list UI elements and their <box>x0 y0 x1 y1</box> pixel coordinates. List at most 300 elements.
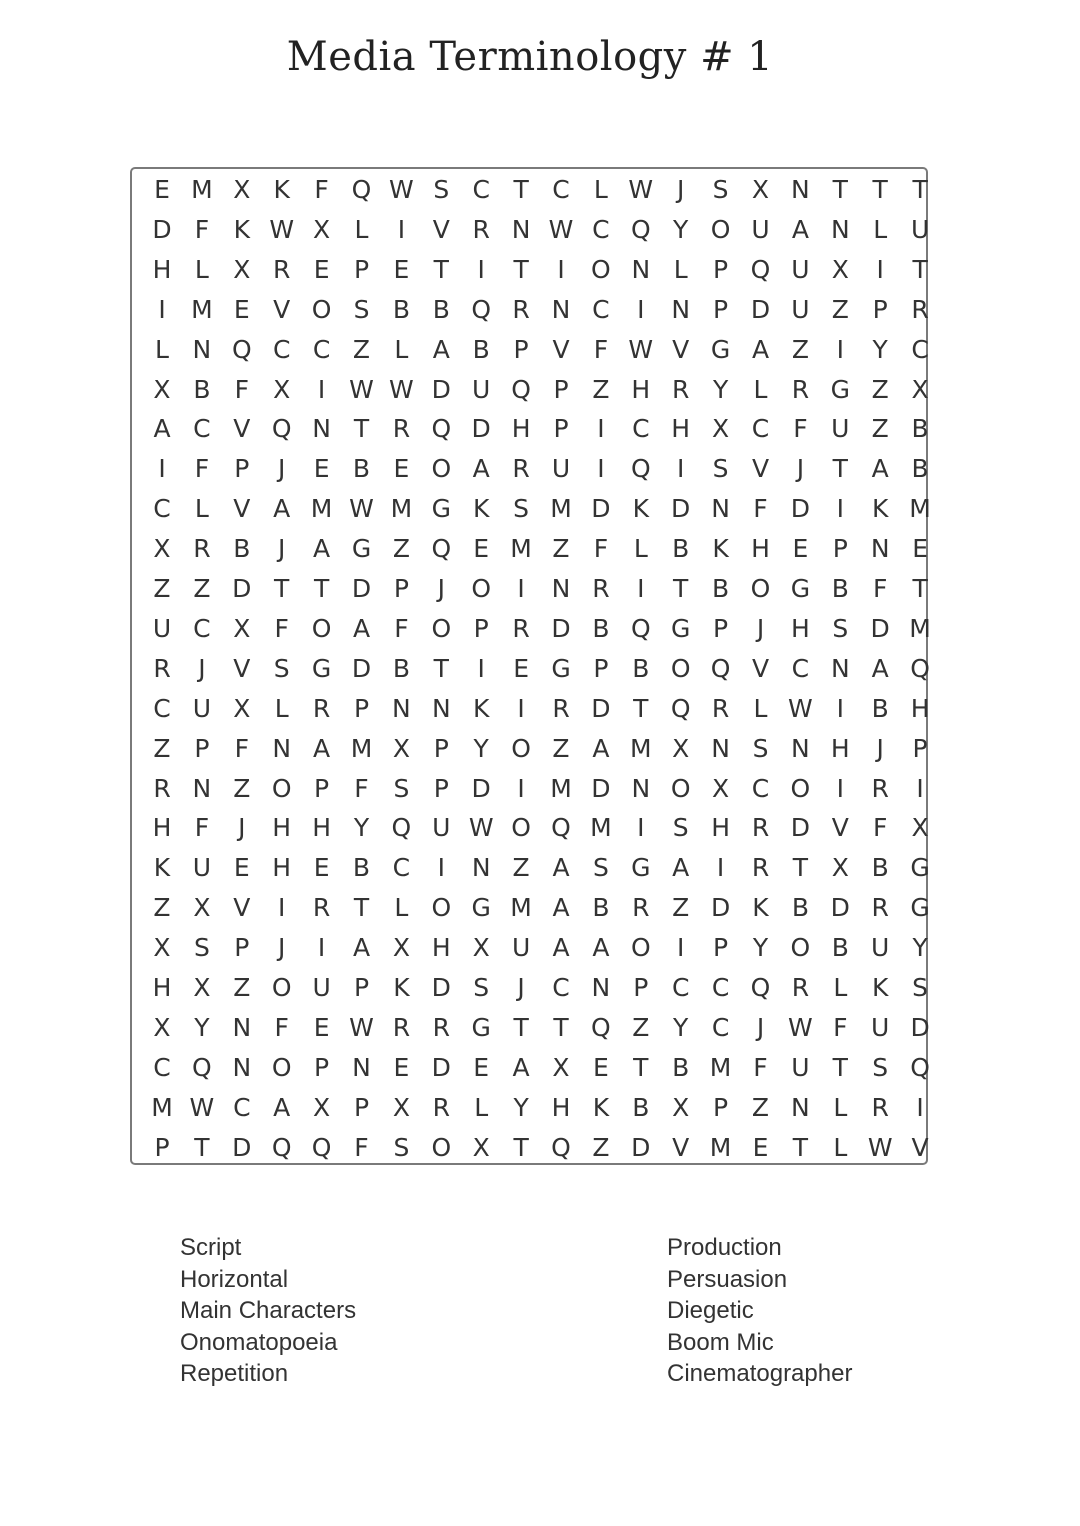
grid-letter[interactable]: I <box>317 933 326 963</box>
grid-letter[interactable]: E <box>393 1052 410 1082</box>
grid-letter[interactable]: R <box>911 294 929 324</box>
grid-letter[interactable]: M <box>550 773 572 803</box>
grid-letter[interactable]: I <box>477 254 485 284</box>
grid-letter[interactable]: N <box>711 733 730 763</box>
grid-letter[interactable]: V <box>552 334 570 364</box>
grid-letter[interactable]: I <box>278 893 286 923</box>
grid-letter[interactable]: L <box>873 214 888 244</box>
grid-letter[interactable]: B <box>432 294 450 324</box>
grid-letter[interactable]: E <box>513 653 529 683</box>
grid-letter[interactable]: L <box>673 254 688 284</box>
grid-letter[interactable]: C <box>791 653 810 683</box>
grid-letter[interactable]: T <box>912 175 928 204</box>
grid-letter[interactable]: D <box>351 574 372 603</box>
grid-letter[interactable]: R <box>552 693 570 723</box>
grid-letter[interactable]: B <box>791 893 809 923</box>
grid-letter[interactable]: S <box>273 653 290 683</box>
grid-letter[interactable]: V <box>911 1132 929 1162</box>
grid-letter[interactable]: X <box>233 613 251 643</box>
grid-letter[interactable]: C <box>272 334 291 364</box>
grid-letter[interactable]: H <box>511 414 531 444</box>
grid-letter[interactable]: F <box>354 1132 369 1162</box>
grid-letter[interactable]: Z <box>791 334 809 364</box>
grid-letter[interactable]: R <box>751 853 770 883</box>
grid-letter[interactable]: E <box>313 853 330 883</box>
grid-letter[interactable]: I <box>836 773 844 803</box>
grid-letter[interactable]: Z <box>592 374 610 404</box>
grid-letter[interactable]: S <box>872 1052 889 1082</box>
grid-letter[interactable]: P <box>154 1132 170 1162</box>
grid-letter[interactable]: W <box>389 175 414 204</box>
grid-letter[interactable]: S <box>672 813 689 843</box>
grid-letter[interactable]: S <box>752 733 769 763</box>
grid-letter[interactable]: E <box>313 254 330 284</box>
grid-letter[interactable]: D <box>870 613 890 643</box>
grid-letter[interactable]: D <box>471 414 491 444</box>
grid-letter[interactable]: I <box>836 334 844 364</box>
grid-letter[interactable]: D <box>431 1052 451 1082</box>
grid-letter[interactable]: A <box>352 613 371 643</box>
grid-letter[interactable]: E <box>912 534 928 564</box>
grid-letter[interactable]: O <box>670 773 691 803</box>
grid-letter[interactable]: F <box>753 494 768 524</box>
grid-letter[interactable]: O <box>271 1052 292 1082</box>
grid-letter[interactable]: R <box>632 893 650 923</box>
grid-letter[interactable]: W <box>269 214 295 244</box>
grid-letter[interactable]: D <box>710 893 731 923</box>
grid-letter[interactable]: C <box>312 334 331 364</box>
grid-letter[interactable]: H <box>152 813 172 843</box>
grid-letter[interactable]: Z <box>352 334 371 364</box>
grid-letter[interactable]: F <box>593 534 609 564</box>
grid-letter[interactable]: E <box>313 1012 330 1042</box>
grid-letter[interactable]: P <box>832 534 848 564</box>
grid-letter[interactable]: I <box>677 933 685 963</box>
grid-letter[interactable]: N <box>232 1012 252 1042</box>
grid-letter[interactable]: I <box>677 454 685 484</box>
grid-letter[interactable]: E <box>473 1052 490 1082</box>
grid-letter[interactable]: U <box>871 933 890 963</box>
grid-letter[interactable]: V <box>831 813 849 843</box>
grid-letter[interactable]: X <box>672 733 690 763</box>
grid-letter[interactable]: V <box>233 414 251 444</box>
grid-letter[interactable]: H <box>272 813 292 843</box>
grid-letter[interactable]: L <box>194 494 209 524</box>
grid-letter[interactable]: A <box>432 334 450 364</box>
grid-letter[interactable]: D <box>830 893 850 923</box>
grid-letter[interactable]: O <box>750 574 771 603</box>
grid-letter[interactable]: Q <box>271 414 292 444</box>
grid-letter[interactable]: U <box>511 933 531 963</box>
grid-letter[interactable]: M <box>151 1092 173 1122</box>
grid-letter[interactable]: M <box>191 294 213 324</box>
grid-letter[interactable]: X <box>233 693 251 723</box>
grid-letter[interactable]: X <box>193 973 211 1002</box>
grid-letter[interactable]: X <box>313 214 331 244</box>
grid-letter[interactable]: I <box>317 374 326 404</box>
grid-letter[interactable]: T <box>872 175 888 204</box>
grid-letter[interactable]: H <box>551 1092 571 1122</box>
grid-letter[interactable]: I <box>637 574 645 603</box>
grid-letter[interactable]: C <box>193 414 211 444</box>
grid-letter[interactable]: I <box>437 853 445 883</box>
grid-letter[interactable]: L <box>833 1132 848 1162</box>
grid-letter[interactable]: P <box>314 1052 330 1082</box>
grid-letter[interactable]: I <box>158 294 166 324</box>
grid-letter[interactable]: N <box>352 1052 371 1082</box>
grid-letter[interactable]: Q <box>271 1132 292 1162</box>
grid-letter[interactable]: S <box>912 973 929 1002</box>
grid-letter[interactable]: G <box>790 574 811 603</box>
grid-letter[interactable]: Z <box>632 1012 650 1042</box>
grid-letter[interactable]: Z <box>552 733 570 763</box>
grid-letter[interactable]: L <box>394 893 409 923</box>
grid-letter[interactable]: H <box>152 973 172 1002</box>
grid-letter[interactable]: G <box>471 893 491 923</box>
grid-letter[interactable]: O <box>710 214 731 244</box>
grid-letter[interactable]: Z <box>592 1132 610 1162</box>
grid-letter[interactable]: Q <box>431 414 452 444</box>
grid-letter[interactable]: D <box>631 1132 651 1162</box>
grid-letter[interactable]: C <box>751 414 770 444</box>
grid-letter[interactable]: P <box>353 693 370 723</box>
grid-letter[interactable]: N <box>232 1052 252 1082</box>
grid-letter[interactable]: S <box>393 773 410 803</box>
grid-letter[interactable]: D <box>471 773 491 803</box>
grid-letter[interactable]: R <box>751 813 770 843</box>
grid-letter[interactable]: O <box>790 933 811 963</box>
grid-letter[interactable]: D <box>551 613 571 643</box>
grid-letter[interactable]: T <box>553 1012 569 1042</box>
grid-letter[interactable]: X <box>233 175 251 204</box>
grid-letter[interactable]: H <box>830 733 850 763</box>
grid-letter[interactable]: X <box>233 254 251 284</box>
grid-letter[interactable]: F <box>274 613 289 643</box>
grid-letter[interactable]: L <box>633 534 648 564</box>
grid-letter[interactable]: R <box>392 1012 411 1042</box>
grid-letter[interactable]: V <box>432 214 450 244</box>
grid-letter[interactable]: M <box>310 494 333 524</box>
grid-letter[interactable]: R <box>472 214 490 244</box>
grid-letter[interactable]: M <box>909 494 931 524</box>
grid-letter[interactable]: N <box>791 733 810 763</box>
grid-letter[interactable]: T <box>194 1132 210 1162</box>
grid-letter[interactable]: R <box>512 454 530 484</box>
grid-letter[interactable]: R <box>392 414 411 444</box>
grid-letter[interactable]: N <box>830 653 850 683</box>
grid-letter[interactable]: J <box>278 933 286 963</box>
grid-letter[interactable]: T <box>633 1052 649 1082</box>
grid-letter[interactable]: A <box>791 214 809 244</box>
grid-letter[interactable]: F <box>194 813 210 843</box>
grid-letter[interactable]: H <box>790 613 810 643</box>
grid-letter[interactable]: H <box>711 813 730 843</box>
grid-letter[interactable]: B <box>831 933 849 963</box>
grid-letter[interactable]: V <box>233 653 251 683</box>
grid-letter[interactable]: N <box>511 214 531 244</box>
grid-letter[interactable]: R <box>871 893 889 923</box>
grid-letter[interactable]: Q <box>670 693 691 723</box>
grid-letter[interactable]: L <box>394 334 409 364</box>
grid-letter[interactable]: Z <box>193 574 211 603</box>
grid-letter[interactable]: B <box>632 653 650 683</box>
grid-letter[interactable]: Q <box>750 973 771 1002</box>
grid-letter[interactable]: P <box>713 1092 729 1122</box>
grid-letter[interactable]: Q <box>351 175 372 204</box>
grid-letter[interactable]: V <box>751 653 770 683</box>
grid-letter[interactable]: Q <box>630 454 651 484</box>
grid-letter[interactable]: M <box>590 813 612 843</box>
grid-letter[interactable]: Q <box>630 214 651 244</box>
grid-letter[interactable]: K <box>871 973 889 1002</box>
grid-letter[interactable]: G <box>431 494 451 524</box>
grid-letter[interactable]: P <box>433 733 449 763</box>
grid-letter[interactable]: V <box>273 294 291 324</box>
grid-letter[interactable]: G <box>830 374 850 404</box>
grid-letter[interactable]: N <box>791 175 810 204</box>
grid-letter[interactable]: D <box>750 294 771 324</box>
grid-letter[interactable]: J <box>876 733 884 763</box>
grid-letter[interactable]: R <box>312 893 331 923</box>
grid-letter[interactable]: A <box>313 534 331 564</box>
grid-letter[interactable]: R <box>791 973 810 1002</box>
grid-letter[interactable]: N <box>192 773 212 803</box>
grid-letter[interactable]: A <box>273 494 291 524</box>
grid-letter[interactable]: F <box>793 414 808 444</box>
grid-letter[interactable]: Y <box>712 374 729 404</box>
grid-letter[interactable]: Q <box>630 613 651 643</box>
grid-letter[interactable]: O <box>511 813 531 843</box>
grid-letter[interactable]: X <box>472 1132 490 1162</box>
grid-letter[interactable]: Q <box>750 254 771 284</box>
grid-letter[interactable]: S <box>712 175 729 204</box>
grid-letter[interactable]: W <box>189 1092 215 1122</box>
grid-letter[interactable]: D <box>910 1012 930 1042</box>
grid-letter[interactable]: C <box>153 693 171 723</box>
grid-letter[interactable]: P <box>713 613 729 643</box>
grid-letter[interactable]: A <box>273 1092 291 1122</box>
grid-letter[interactable]: Y <box>194 1012 210 1042</box>
grid-letter[interactable]: A <box>751 334 770 364</box>
grid-letter[interactable]: P <box>473 613 489 643</box>
grid-letter[interactable]: E <box>393 454 410 484</box>
grid-letter[interactable]: M <box>630 733 652 763</box>
grid-letter[interactable]: R <box>153 773 171 803</box>
grid-letter[interactable]: O <box>271 973 292 1002</box>
grid-letter[interactable]: Z <box>233 773 251 803</box>
grid-letter[interactable]: A <box>552 853 570 883</box>
grid-letter[interactable]: K <box>472 693 490 723</box>
grid-letter[interactable]: U <box>910 214 930 244</box>
grid-letter[interactable]: T <box>633 693 649 723</box>
grid-letter[interactable]: C <box>153 1052 171 1082</box>
grid-letter[interactable]: C <box>632 414 650 444</box>
grid-letter[interactable]: Z <box>831 294 849 324</box>
grid-letter[interactable]: Z <box>153 733 171 763</box>
grid-letter[interactable]: Y <box>513 1092 529 1122</box>
grid-letter[interactable]: J <box>677 175 685 204</box>
grid-letter[interactable]: N <box>312 414 331 444</box>
grid-letter[interactable]: N <box>471 853 491 883</box>
grid-letter[interactable]: M <box>350 733 373 763</box>
grid-letter[interactable]: N <box>791 1092 810 1122</box>
grid-letter[interactable]: X <box>193 893 211 923</box>
grid-letter[interactable]: J <box>796 454 805 484</box>
grid-letter[interactable]: O <box>591 254 611 284</box>
grid-letter[interactable]: X <box>712 414 730 444</box>
grid-letter[interactable]: W <box>349 1012 374 1042</box>
grid-letter[interactable]: X <box>153 1012 171 1042</box>
grid-letter[interactable]: G <box>671 613 691 643</box>
grid-letter[interactable]: W <box>628 175 654 204</box>
grid-letter[interactable]: D <box>152 214 172 244</box>
grid-letter[interactable]: X <box>392 933 410 963</box>
grid-letter[interactable]: I <box>597 454 605 484</box>
grid-letter[interactable]: N <box>671 294 691 324</box>
grid-letter[interactable]: K <box>273 175 290 204</box>
grid-letter[interactable]: F <box>354 773 369 803</box>
grid-letter[interactable]: X <box>831 254 849 284</box>
grid-letter[interactable]: W <box>788 693 813 723</box>
grid-letter[interactable]: T <box>832 175 848 204</box>
grid-letter[interactable]: A <box>672 853 690 883</box>
grid-letter[interactable]: D <box>591 693 611 723</box>
grid-letter[interactable]: Z <box>153 893 171 923</box>
grid-letter[interactable]: C <box>552 175 570 204</box>
grid-letter[interactable]: E <box>313 454 330 484</box>
grid-letter[interactable]: S <box>473 973 490 1002</box>
grid-letter[interactable]: D <box>232 574 252 603</box>
grid-letter[interactable]: H <box>431 933 451 963</box>
grid-letter[interactable]: H <box>272 853 292 883</box>
grid-letter[interactable]: E <box>752 1132 769 1162</box>
grid-letter[interactable]: I <box>876 254 884 284</box>
grid-letter[interactable]: G <box>631 853 651 883</box>
grid-letter[interactable]: V <box>672 1132 690 1162</box>
grid-letter[interactable]: B <box>672 534 690 564</box>
grid-letter[interactable]: X <box>712 773 730 803</box>
grid-letter[interactable]: B <box>592 613 610 643</box>
grid-letter[interactable]: P <box>314 773 330 803</box>
grid-letter[interactable]: G <box>471 1012 491 1042</box>
grid-letter[interactable]: F <box>833 1012 848 1042</box>
grid-letter[interactable]: C <box>671 973 690 1002</box>
grid-letter[interactable]: W <box>468 813 494 843</box>
grid-letter[interactable]: P <box>633 973 649 1002</box>
grid-letter[interactable]: N <box>392 693 411 723</box>
grid-letter[interactable]: N <box>551 574 571 603</box>
grid-letter[interactable]: A <box>871 653 889 683</box>
grid-letter[interactable]: X <box>153 933 171 963</box>
grid-letter[interactable]: A <box>313 733 331 763</box>
grid-letter[interactable]: Z <box>751 1092 770 1122</box>
grid-letter[interactable]: L <box>354 214 369 244</box>
grid-letter[interactable]: W <box>389 374 414 404</box>
grid-letter[interactable]: U <box>791 294 810 324</box>
grid-letter[interactable]: T <box>433 653 449 683</box>
grid-letter[interactable]: W <box>349 374 374 404</box>
grid-letter[interactable]: P <box>553 374 569 404</box>
grid-letter[interactable]: C <box>711 973 730 1002</box>
grid-letter[interactable]: Q <box>551 813 571 843</box>
grid-letter[interactable]: X <box>392 1092 410 1122</box>
grid-letter[interactable]: X <box>552 1052 570 1082</box>
grid-letter[interactable]: J <box>198 653 206 683</box>
grid-letter[interactable]: I <box>836 494 844 524</box>
grid-letter[interactable]: O <box>311 294 332 324</box>
grid-letter[interactable]: Z <box>672 893 690 923</box>
grid-letter[interactable]: L <box>274 693 289 723</box>
grid-letter[interactable]: T <box>513 1012 529 1042</box>
grid-letter[interactable]: X <box>313 1092 331 1122</box>
grid-letter[interactable]: S <box>353 294 370 324</box>
grid-letter[interactable]: U <box>871 1012 890 1042</box>
grid-letter[interactable]: V <box>233 494 251 524</box>
grid-letter[interactable]: X <box>672 1092 690 1122</box>
grid-letter[interactable]: R <box>153 653 171 683</box>
grid-letter[interactable]: X <box>472 933 490 963</box>
grid-letter[interactable]: L <box>474 1092 489 1122</box>
grid-letter[interactable]: I <box>597 414 605 444</box>
grid-letter[interactable]: O <box>271 773 292 803</box>
grid-letter[interactable]: T <box>912 574 928 603</box>
grid-letter[interactable]: P <box>713 294 729 324</box>
grid-letter[interactable]: N <box>272 733 292 763</box>
grid-letter[interactable]: F <box>274 1012 289 1042</box>
grid-letter[interactable]: W <box>628 334 654 364</box>
grid-letter[interactable]: B <box>352 454 371 484</box>
grid-letter[interactable]: R <box>512 294 530 324</box>
grid-letter[interactable]: B <box>352 853 371 883</box>
grid-letter[interactable]: E <box>154 175 170 204</box>
grid-letter[interactable]: I <box>836 693 844 723</box>
grid-letter[interactable]: K <box>752 893 769 923</box>
grid-letter[interactable]: B <box>472 334 490 364</box>
grid-letter[interactable]: B <box>712 574 730 603</box>
grid-letter[interactable]: F <box>753 1052 768 1082</box>
grid-letter[interactable]: M <box>709 1052 732 1082</box>
grid-letter[interactable]: W <box>349 494 374 524</box>
grid-letter[interactable]: X <box>751 175 770 204</box>
grid-letter[interactable]: D <box>431 374 451 404</box>
grid-letter[interactable]: R <box>672 374 690 404</box>
grid-letter[interactable]: R <box>711 693 730 723</box>
grid-letter[interactable]: Y <box>473 733 489 763</box>
grid-letter[interactable]: U <box>192 853 212 883</box>
grid-letter[interactable]: T <box>673 574 689 603</box>
grid-letter[interactable]: J <box>278 454 286 484</box>
grid-letter[interactable]: T <box>353 414 370 444</box>
grid-letter[interactable]: E <box>792 534 809 564</box>
grid-letter[interactable]: R <box>791 374 810 404</box>
grid-letter[interactable]: V <box>751 454 770 484</box>
grid-letter[interactable]: K <box>233 214 250 244</box>
grid-letter[interactable]: D <box>431 973 451 1002</box>
grid-letter[interactable]: G <box>710 334 731 364</box>
grid-letter[interactable]: P <box>353 1092 370 1122</box>
grid-letter[interactable]: A <box>472 454 490 484</box>
grid-letter[interactable]: T <box>353 893 370 923</box>
grid-letter[interactable]: J <box>756 613 765 643</box>
grid-letter[interactable]: F <box>314 175 329 204</box>
grid-letter[interactable]: R <box>871 1092 889 1122</box>
grid-letter[interactable]: I <box>916 1092 924 1122</box>
grid-letter[interactable]: I <box>637 294 645 324</box>
grid-letter[interactable]: T <box>274 574 290 603</box>
grid-letter[interactable]: O <box>511 733 531 763</box>
grid-letter[interactable]: R <box>432 1012 450 1042</box>
grid-letter[interactable]: E <box>473 534 490 564</box>
